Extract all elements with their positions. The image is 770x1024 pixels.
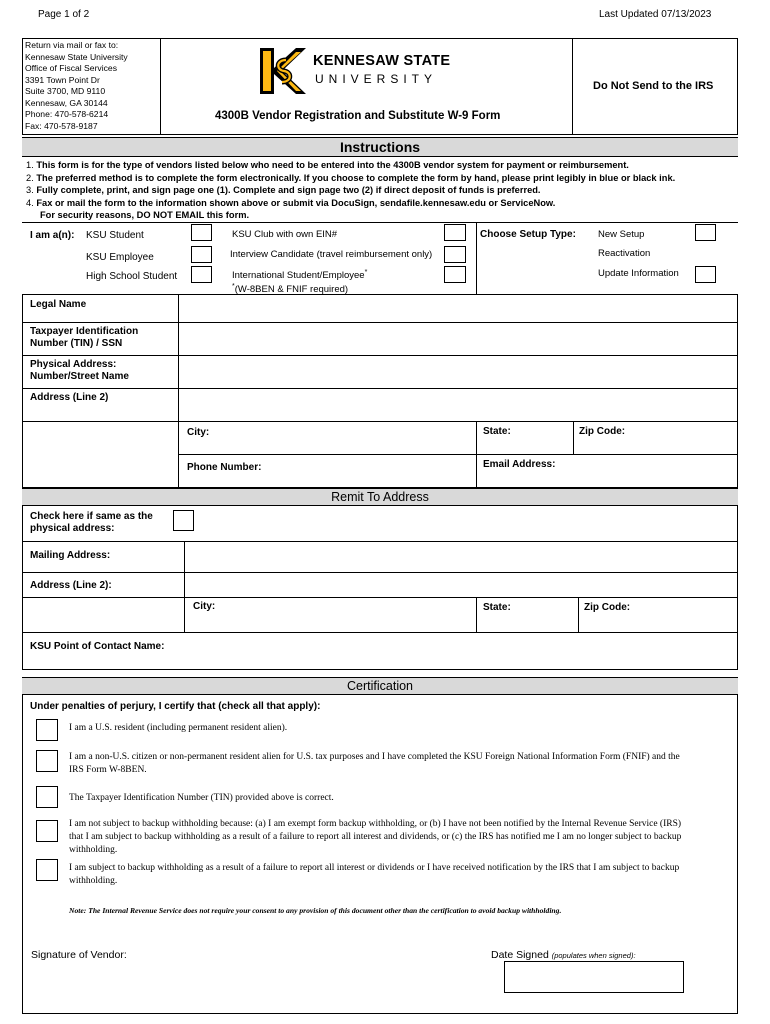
ksu-club-checkbox[interactable]: [444, 224, 466, 241]
date-signed-field[interactable]: [504, 961, 684, 993]
irs-consent-note: Note: The Internal Revenue Service does not require your consent to any provision of this document other than the certification to avoid backup withholding.: [69, 906, 562, 915]
tin-input[interactable]: [179, 323, 737, 355]
cert-not-subject-checkbox[interactable]: [36, 820, 58, 842]
return-address: Return via mail or fax to: Kennesaw State University Office of Fiscal Services 3391 Town Point Dr Suite 3700, MD 9110 Kennesaw, GA 30144 Phone: 470-578-6214 Fax: 470-578-9187: [25, 40, 128, 131]
remit-address2-input[interactable]: [185, 573, 737, 597]
address-line2-label: Address (Line 2): [30, 392, 109, 403]
remit-title: Remit To Address: [22, 488, 738, 506]
mailing-address-input[interactable]: [185, 542, 737, 572]
legal-name-label: Legal Name: [30, 299, 87, 310]
logo-line1: KENNESAW STATE: [313, 53, 451, 69]
signature-label: Signature of Vendor:: [31, 949, 127, 961]
contact-name-label: KSU Point of Contact Name:: [30, 641, 165, 652]
cert-us-resident-checkbox[interactable]: [36, 719, 58, 741]
new-setup-checkbox[interactable]: [695, 224, 716, 241]
remit-zip-label: Zip Code:: [584, 602, 631, 613]
irs-note: Do Not Send to the IRS: [593, 80, 714, 92]
date-signed-label: Date Signed (populates when signed):: [491, 949, 636, 961]
update-information-checkbox[interactable]: [695, 266, 716, 283]
mailing-address-label: Mailing Address:: [30, 550, 111, 561]
vendor-type-label: I am a(n):: [30, 230, 75, 241]
legal-name-input[interactable]: [179, 295, 737, 322]
instructions-list: 1. This form is for the type of vendors listed below who need to be entered into the 4300B vendor system for payment or reimbursement. 2. The preferred method is to complete the form electronically. If you choose to complete the form by hand, please print legibly in blue or black ink. 3. Fully complete, print, and sign page one (1). Complete and sign page two (2) if direct deposit of funds is preferred. 4. Fax or mail the form to the information shown above or submit via DocuSign, sendafile.kennesaw.edu or ServiceNow. For security reasons, DO NOT EMAIL this form.: [26, 160, 676, 220]
same-address-checkbox[interactable]: [173, 510, 194, 531]
last-updated: Last Updated 07/13/2023: [599, 9, 712, 20]
ksu-student-checkbox[interactable]: [191, 224, 212, 241]
ksu-employee-checkbox[interactable]: [191, 246, 212, 263]
cert-subject-checkbox[interactable]: [36, 859, 58, 881]
form-title: 4300B Vendor Registration and Substitute W-9 Form: [215, 110, 501, 122]
high-school-student-checkbox[interactable]: [191, 266, 212, 283]
physical-address-label: Physical Address:: [30, 359, 117, 370]
address-line2-input[interactable]: [179, 389, 737, 421]
international-checkbox[interactable]: [444, 266, 466, 283]
email-label: Email Address:: [483, 459, 556, 470]
ksu-logo-icon: [258, 46, 308, 96]
page-number: Page 1 of 2: [38, 9, 90, 20]
cert-nonresident-checkbox[interactable]: [36, 750, 58, 772]
remit-state-label: State:: [483, 602, 511, 613]
instructions-title: Instructions: [22, 137, 738, 157]
tin-label: Taxpayer Identification: [30, 326, 139, 337]
phone-label: Phone Number:: [187, 462, 262, 473]
certification-intro: Under penalties of perjury, I certify that (check all that apply):: [30, 701, 321, 712]
cert-tin-correct-checkbox[interactable]: [36, 786, 58, 808]
interview-candidate-checkbox[interactable]: [444, 246, 466, 263]
setup-type-label: Choose Setup Type:: [480, 229, 576, 240]
zip-label: Zip Code:: [579, 426, 626, 437]
logo-line2: UNIVERSITY: [315, 72, 438, 86]
city-label: City:: [187, 427, 210, 438]
physical-address-input[interactable]: [179, 356, 737, 388]
remit-city-label: City:: [193, 601, 216, 612]
remit-address2-label: Address (Line 2):: [30, 580, 112, 591]
same-address-label: Check here if same as the: [30, 511, 153, 522]
state-label: State:: [483, 426, 511, 437]
certification-title: Certification: [22, 677, 738, 695]
